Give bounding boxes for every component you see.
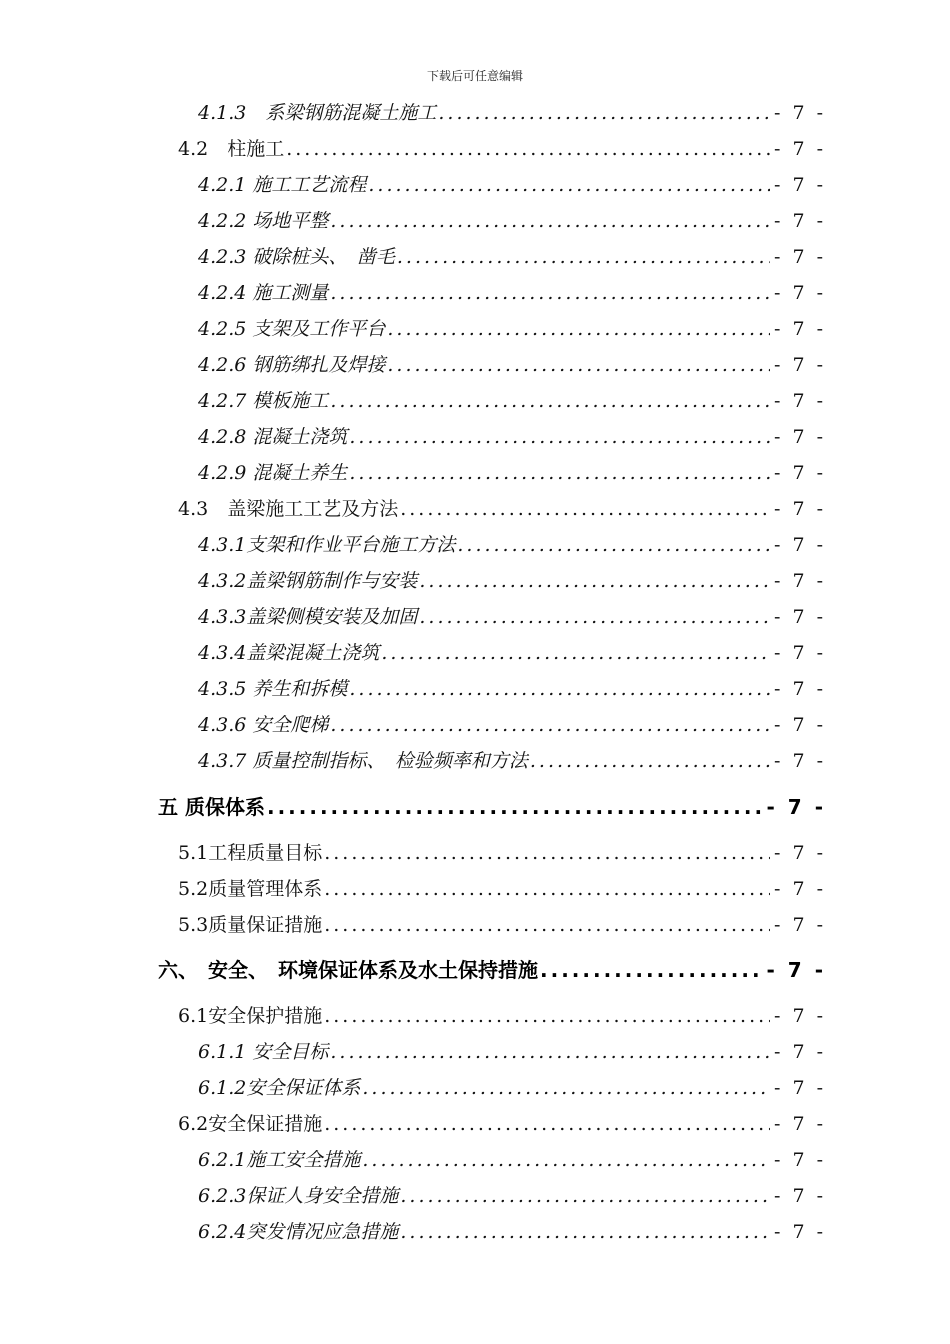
toc-entry[interactable] <box>198 605 826 629</box>
toc-leader-dots <box>419 605 770 629</box>
toc-leader-dots <box>349 425 770 449</box>
toc-page-number: - 7 - <box>773 878 826 900</box>
toc-leader-dots <box>419 569 770 593</box>
toc-entry-title: 4.1.3 系梁钢筋混凝土施工 <box>198 102 437 124</box>
toc-leader-dots <box>530 749 770 773</box>
toc-page-number: - 7 - <box>773 1077 826 1099</box>
toc-entry[interactable] <box>198 281 826 305</box>
toc-leader-dots <box>330 389 770 413</box>
toc-entry-title: 4.3.1支架和作业平台施工方法 <box>198 534 456 556</box>
toc-leader-dots <box>387 317 770 341</box>
toc-entry-title: 6.1.1 安全目标 <box>198 1041 329 1063</box>
toc-entry-title: 4.2.2 场地平整 <box>198 210 329 232</box>
toc-entry-title: 五 质保体系 <box>158 795 265 819</box>
toc-leader-dots <box>368 173 770 197</box>
toc-entry[interactable] <box>198 425 826 449</box>
toc-entry[interactable] <box>198 1220 826 1244</box>
toc-entry[interactable] <box>198 173 826 197</box>
toc-entry-title: 六、 安全、 环境保证体系及水土保持措施 <box>158 958 538 982</box>
toc-page-number: - 7 - <box>773 914 826 936</box>
toc-page-number: - 7 - <box>773 1041 826 1063</box>
toc-page-number: - 7 - <box>773 1185 826 1207</box>
toc-entry-title: 4.2.7 模板施工 <box>198 390 329 412</box>
toc-entry[interactable] <box>198 749 826 773</box>
toc-page-number: - 7 - <box>773 1005 826 1027</box>
toc-entry[interactable] <box>178 1112 826 1136</box>
toc-chapter-entry[interactable] <box>158 795 826 819</box>
toc-entry[interactable] <box>198 101 826 125</box>
toc-leader-dots <box>324 877 770 901</box>
toc-entry[interactable] <box>198 353 826 377</box>
toc-entry[interactable] <box>198 713 826 737</box>
toc-entry-title: 4.3.2盖梁钢筋制作与安装 <box>198 570 418 592</box>
toc-entry[interactable] <box>198 461 826 485</box>
toc-entry-title: 4.3.4盖梁混凝土浇筑 <box>198 642 380 664</box>
toc-entry-title: 4.3 盖梁施工工艺及方法 <box>178 498 399 520</box>
toc-entry[interactable] <box>198 209 826 233</box>
toc-entry-title: 6.2.4突发情况应急措施 <box>198 1221 399 1243</box>
toc-page-number: - 7 - <box>773 462 826 484</box>
toc-entry-title: 4.2.9 混凝土养生 <box>198 462 348 484</box>
toc-page-number: - 7 - <box>773 426 826 448</box>
toc-page-number: - 7 - <box>773 390 826 412</box>
toc-page-number: - 7 - <box>773 174 826 196</box>
toc-entry-title: 6.1安全保护措施 <box>178 1005 323 1027</box>
toc-page-number: - 7 - <box>773 210 826 232</box>
toc-entry[interactable] <box>198 317 826 341</box>
toc-leader-dots <box>267 795 763 819</box>
toc-entry-title: 6.1.2安全保证体系 <box>198 1077 361 1099</box>
toc-leader-dots <box>324 913 770 937</box>
toc-entry-title: 4.2.4 施工测量 <box>198 282 329 304</box>
toc-leader-dots <box>540 958 763 982</box>
toc-entry[interactable] <box>178 877 826 901</box>
toc-page-number: - 7 - <box>766 795 826 819</box>
toc-page-number: - 7 - <box>773 354 826 376</box>
toc-page-number: - 7 - <box>773 246 826 268</box>
toc-entry-title: 4.3.5 养生和拆模 <box>198 678 348 700</box>
toc-entry[interactable] <box>178 497 826 521</box>
toc-entry[interactable] <box>198 1040 826 1064</box>
toc-entry[interactable] <box>198 677 826 701</box>
toc-leader-dots <box>362 1148 770 1172</box>
toc-leader-dots <box>381 641 770 665</box>
toc-leader-dots <box>286 137 770 161</box>
toc-entry-title: 4.2.8 混凝土浇筑 <box>198 426 348 448</box>
toc-page-number: - 7 - <box>773 1221 826 1243</box>
toc-page-number: - 7 - <box>773 138 826 160</box>
toc-entry-title: 6.2安全保证措施 <box>178 1113 323 1135</box>
toc-page-number: - 7 - <box>773 1113 826 1135</box>
toc-page-number: - 7 - <box>773 1149 826 1171</box>
toc-entry[interactable] <box>198 245 826 269</box>
toc-leader-dots <box>330 1040 770 1064</box>
toc-entry-title: 4.3.3盖梁侧模安装及加固 <box>198 606 418 628</box>
toc-leader-dots <box>324 841 770 865</box>
toc-entry-title: 4.2.1 施工工艺流程 <box>198 174 367 196</box>
toc-leader-dots <box>362 1076 770 1100</box>
toc-page-number: - 7 - <box>773 318 826 340</box>
toc-leader-dots <box>400 1220 770 1244</box>
toc-entry-title: 6.2.1施工安全措施 <box>198 1149 361 1171</box>
toc-page-number: - 7 - <box>773 498 826 520</box>
toc-leader-dots <box>330 281 770 305</box>
toc-page-number: - 7 - <box>773 102 826 124</box>
toc-leader-dots <box>457 533 770 557</box>
toc-entry[interactable] <box>178 1004 826 1028</box>
toc-entry[interactable] <box>178 913 826 937</box>
toc-page-number: - 7 - <box>773 842 826 864</box>
toc-leader-dots <box>400 1184 770 1208</box>
toc-page-number: - 7 - <box>773 642 826 664</box>
toc-entry[interactable] <box>198 1076 826 1100</box>
toc-entry-title: 4.3.7 质量控制指标、 检验频率和方法 <box>198 750 528 772</box>
toc-leader-dots <box>387 353 770 377</box>
toc-entry[interactable] <box>178 841 826 865</box>
toc-page-number: - 7 - <box>766 958 826 982</box>
toc-leader-dots <box>324 1004 770 1028</box>
toc-leader-dots <box>330 713 770 737</box>
toc-page-number: - 7 - <box>773 714 826 736</box>
toc-page-number: - 7 - <box>773 678 826 700</box>
toc-entry-title: 5.2质量管理体系 <box>178 878 323 900</box>
toc-entry-title: 4.2.6 钢筋绑扎及焊接 <box>198 354 386 376</box>
toc-leader-dots <box>438 101 770 125</box>
toc-page-number: - 7 - <box>773 750 826 772</box>
toc-page-number: - 7 - <box>773 282 826 304</box>
toc-entry[interactable] <box>198 1184 826 1208</box>
toc-page-number: - 7 - <box>773 570 826 592</box>
toc-leader-dots <box>349 461 770 485</box>
toc-leader-dots <box>330 209 770 233</box>
toc-entry-title: 4.2.5 支架及工作平台 <box>198 318 386 340</box>
toc-entry-title: 5.1工程质量目标 <box>178 842 323 864</box>
toc-page-number: - 7 - <box>773 534 826 556</box>
toc-leader-dots <box>397 245 770 269</box>
toc-entry[interactable] <box>198 569 826 593</box>
toc-page-number: - 7 - <box>773 606 826 628</box>
toc-entry-title: 4.2 柱施工 <box>178 138 285 160</box>
toc-entry-title: 5.3质量保证措施 <box>178 914 323 936</box>
page-header: 下载后可任意编辑 <box>426 69 523 83</box>
toc-entry[interactable] <box>198 533 826 557</box>
toc-chapter-entry[interactable] <box>158 958 826 982</box>
toc-leader-dots <box>349 677 770 701</box>
toc-entry[interactable] <box>178 137 826 161</box>
toc-entry[interactable] <box>198 1148 826 1172</box>
toc-leader-dots <box>324 1112 770 1136</box>
toc-entry-title: 6.2.3保证人身安全措施 <box>198 1185 399 1207</box>
toc-entry-title: 4.2.3 破除桩头、 凿毛 <box>198 246 395 268</box>
toc-entry-title: 4.3.6 安全爬梯 <box>198 714 329 736</box>
toc-entry[interactable] <box>198 641 826 665</box>
toc-entry[interactable] <box>198 389 826 413</box>
toc-leader-dots <box>400 497 770 521</box>
